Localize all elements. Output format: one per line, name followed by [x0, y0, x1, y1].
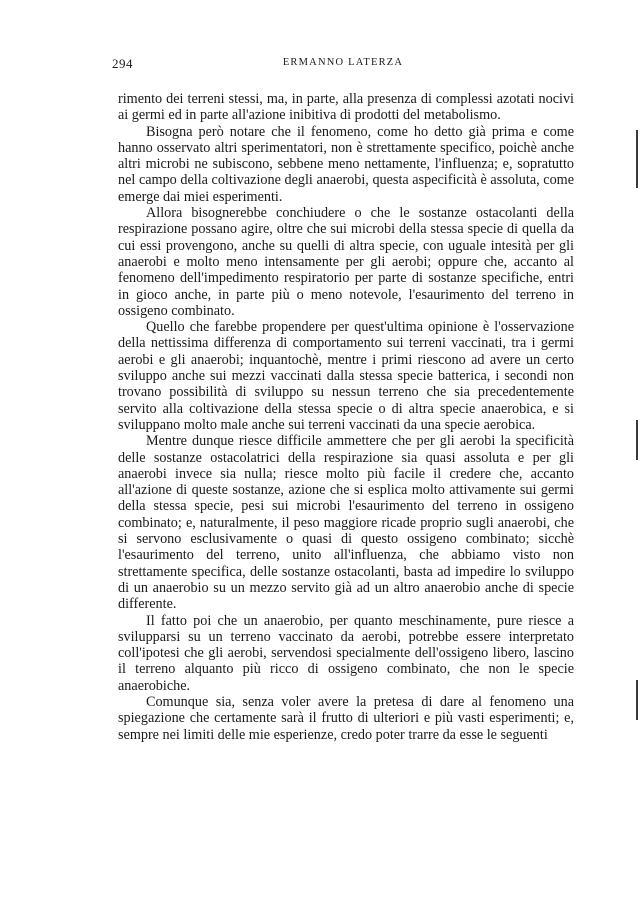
scan-edge-mark	[636, 130, 638, 188]
paragraph: rimento dei terreni stessi, ma, in parte, alla presenza di complessi azotati nocivi ai germi ed in parte all'azione inibitiva di prodotti del metabolismo.	[118, 91, 574, 124]
paragraph: Quello che farebbe propendere per quest'ultima opinione è l'osservazione della nettissima differenza di comportamento sui terreni vaccinati, tra i germi aerobi e gli anaerobi; inquantochè, mentre i primi riescono ad avere un certo sviluppo anche sui mezzi vaccinati dalla stessa specie batterica, i secondi non trovano possibilità di sviluppo su nessun terreno che sia precedentemente servito alla coltivazione della stessa specie o di altra specie anaerobica, e si sviluppano molto male anche sui terreni vaccinati da una specie aerobica.	[118, 319, 574, 433]
paragraph: Comunque sia, senza voler avere la pretesa di dare al fenomeno una spiegazione che certamente sarà il frutto di ulteriori e più vasti esperimenti; e, sempre nei limiti delle mie esperienze, credo poter trarre da esse le seguenti	[118, 693, 574, 743]
paragraph: Mentre dunque riesce difficile ammettere che per gli aerobi la specificità delle sostanze ostacolatrici della respirazione sia quasi assoluta e per gli anaerobi invece sia nulla; riesce molto più facile il credere che, accanto all'azione di queste sostanze, azione che si esplica molto attivamente sui germi della stessa specie, pesi sui microbi l'esaurimento del terreno in ossigeno combinato; e, naturalmente, il peso maggiore ricade proprio sugli anaerobi, che si servono esclusivamente o quasi di questo ossigeno combinato; sicchè l'esaurimento del terreno, unito all'influenza, che abbiamo visto non strettamente specifica, delle sostanze ostacolanti, basta ad impedire lo sviluppo di un anaerobio su un mezzo servito già ad un altro anaerobio anche di specie differente.	[118, 433, 574, 613]
page-header	[112, 56, 574, 72]
running-head: ERMANNO LATERZA	[282, 57, 404, 68]
paragraph: Il fatto poi che un anaerobio, per quanto meschinamente, pure riesce a svilupparsi su un terreno vaccinato da aerobi, potrebbe essere interpretato coll'ipotesi che gli aerobi, servendosi specialmente dell'ossigeno libero, lascino il terreno alquanto più ricco di ossigeno combinato, che non le specie anaerobiche.	[118, 612, 574, 694]
scan-edge-mark	[636, 420, 638, 460]
paragraph: Bisogna però notare che il fenomeno, come ho detto già prima e come hanno osservato altri sperimentatori, non è strettamente specifico, poichè anche altri microbi ne subiscono, sebbene meno nettamente, l'influenza; e, sopratutto nel campo della coltivazione degli anaerobi, questa aspecificità è assoluta, come emerge dai miei esperimenti.	[118, 123, 574, 205]
paragraph: Allora bisognerebbe conchiudere o che le sostanze ostacolanti della respirazione possano agire, oltre che sui microbi della stessa specie di quella da cui essi provengono, anche su quelli di altra specie, con uguale intesità per gli anaerobi e molto meno intensamente per gli aerobi; oppure che, accanto al fenomeno dell'impedimento respiratorio per parte di sostanze specifiche, entri in gioco anche, in parte più o meno notevole, l'esaurimento del terreno in ossigeno combinato.	[118, 205, 574, 319]
body-text	[118, 91, 574, 743]
scan-edge-mark	[636, 680, 638, 720]
page-number: 294	[112, 56, 133, 71]
